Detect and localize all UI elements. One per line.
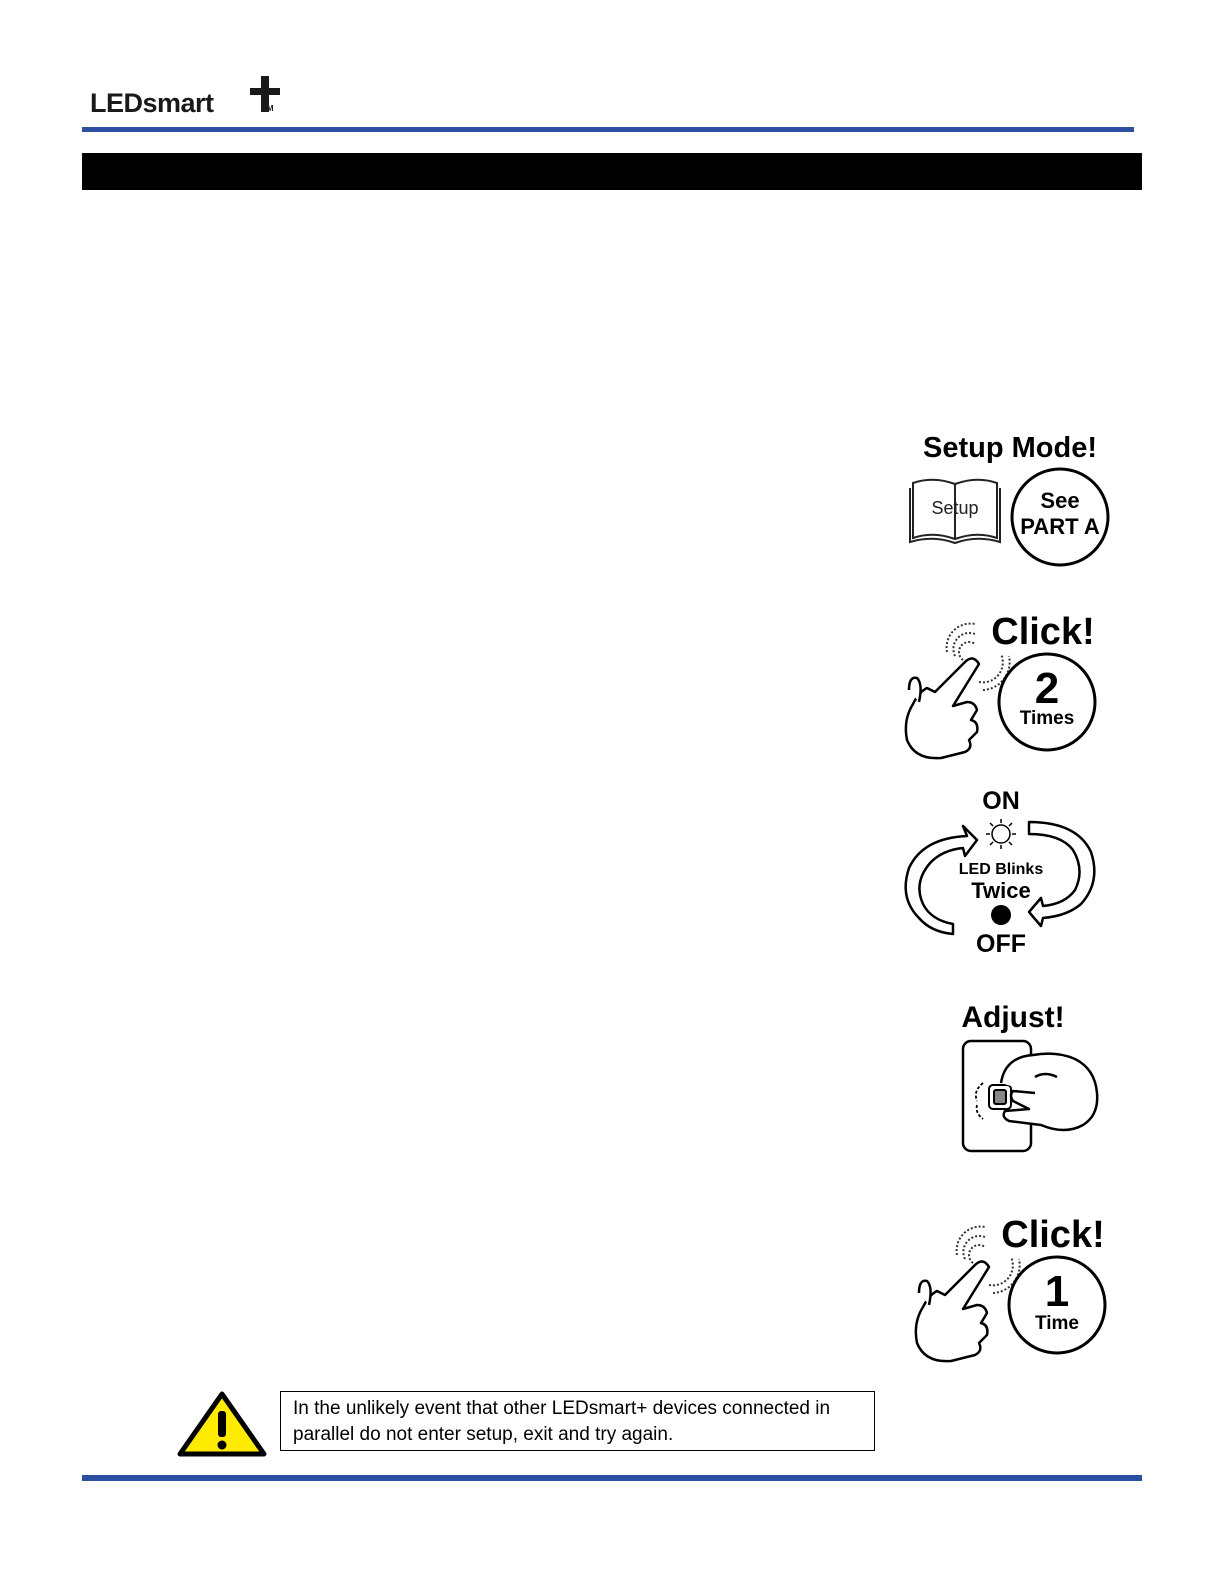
click-twice-count: 2 (1034, 664, 1060, 713)
adjust-graphic (905, 997, 1105, 1157)
led-off-icon (991, 905, 1011, 925)
knob-icon (989, 1085, 1011, 1109)
book-label: Setup (931, 498, 979, 518)
badge-line2: PART A (1020, 514, 1100, 539)
section-title-bar (82, 153, 1142, 190)
parallel-devices-notice: In the unlikely event that other LEDsmart+ devices connected in parallel do not enter setup, exit and try again. (280, 1391, 875, 1451)
led-on-icon (986, 819, 1016, 849)
header-rule (82, 127, 1134, 132)
led-blinks-line1: LED Blinks (958, 861, 1044, 878)
setup-mode-graphic (905, 428, 1115, 573)
hand-icon (916, 1261, 989, 1361)
click-once-graphic (915, 1213, 1115, 1368)
logo-text: LEDsmart (90, 88, 214, 118)
click-twice-graphic (905, 610, 1105, 765)
click-once-title: Click! (1001, 1214, 1105, 1256)
logo-trademark: TM (262, 104, 274, 113)
badge-line1: See (1040, 488, 1080, 513)
led-blinks-line2: Twice (971, 878, 1031, 903)
led-off-label: OFF (976, 930, 1026, 958)
brand-logo (90, 76, 290, 124)
footer-rule (82, 1475, 1142, 1481)
cycle-arrow-left-icon (906, 826, 977, 934)
led-on-label: ON (982, 787, 1020, 815)
setup-mode-title: Setup Mode! (923, 432, 1097, 464)
click-once-count: 1 (1044, 1267, 1070, 1316)
hand-icon (906, 658, 979, 758)
adjust-title: Adjust! (961, 1001, 1065, 1034)
hand-icon (1001, 1054, 1097, 1130)
led-blink-graphic (905, 786, 1100, 966)
click-twice-title: Click! (991, 611, 1095, 653)
warning-icon (177, 1391, 267, 1471)
click-once-unit: Time (1034, 1313, 1080, 1334)
click-twice-unit: Times (1019, 708, 1075, 729)
